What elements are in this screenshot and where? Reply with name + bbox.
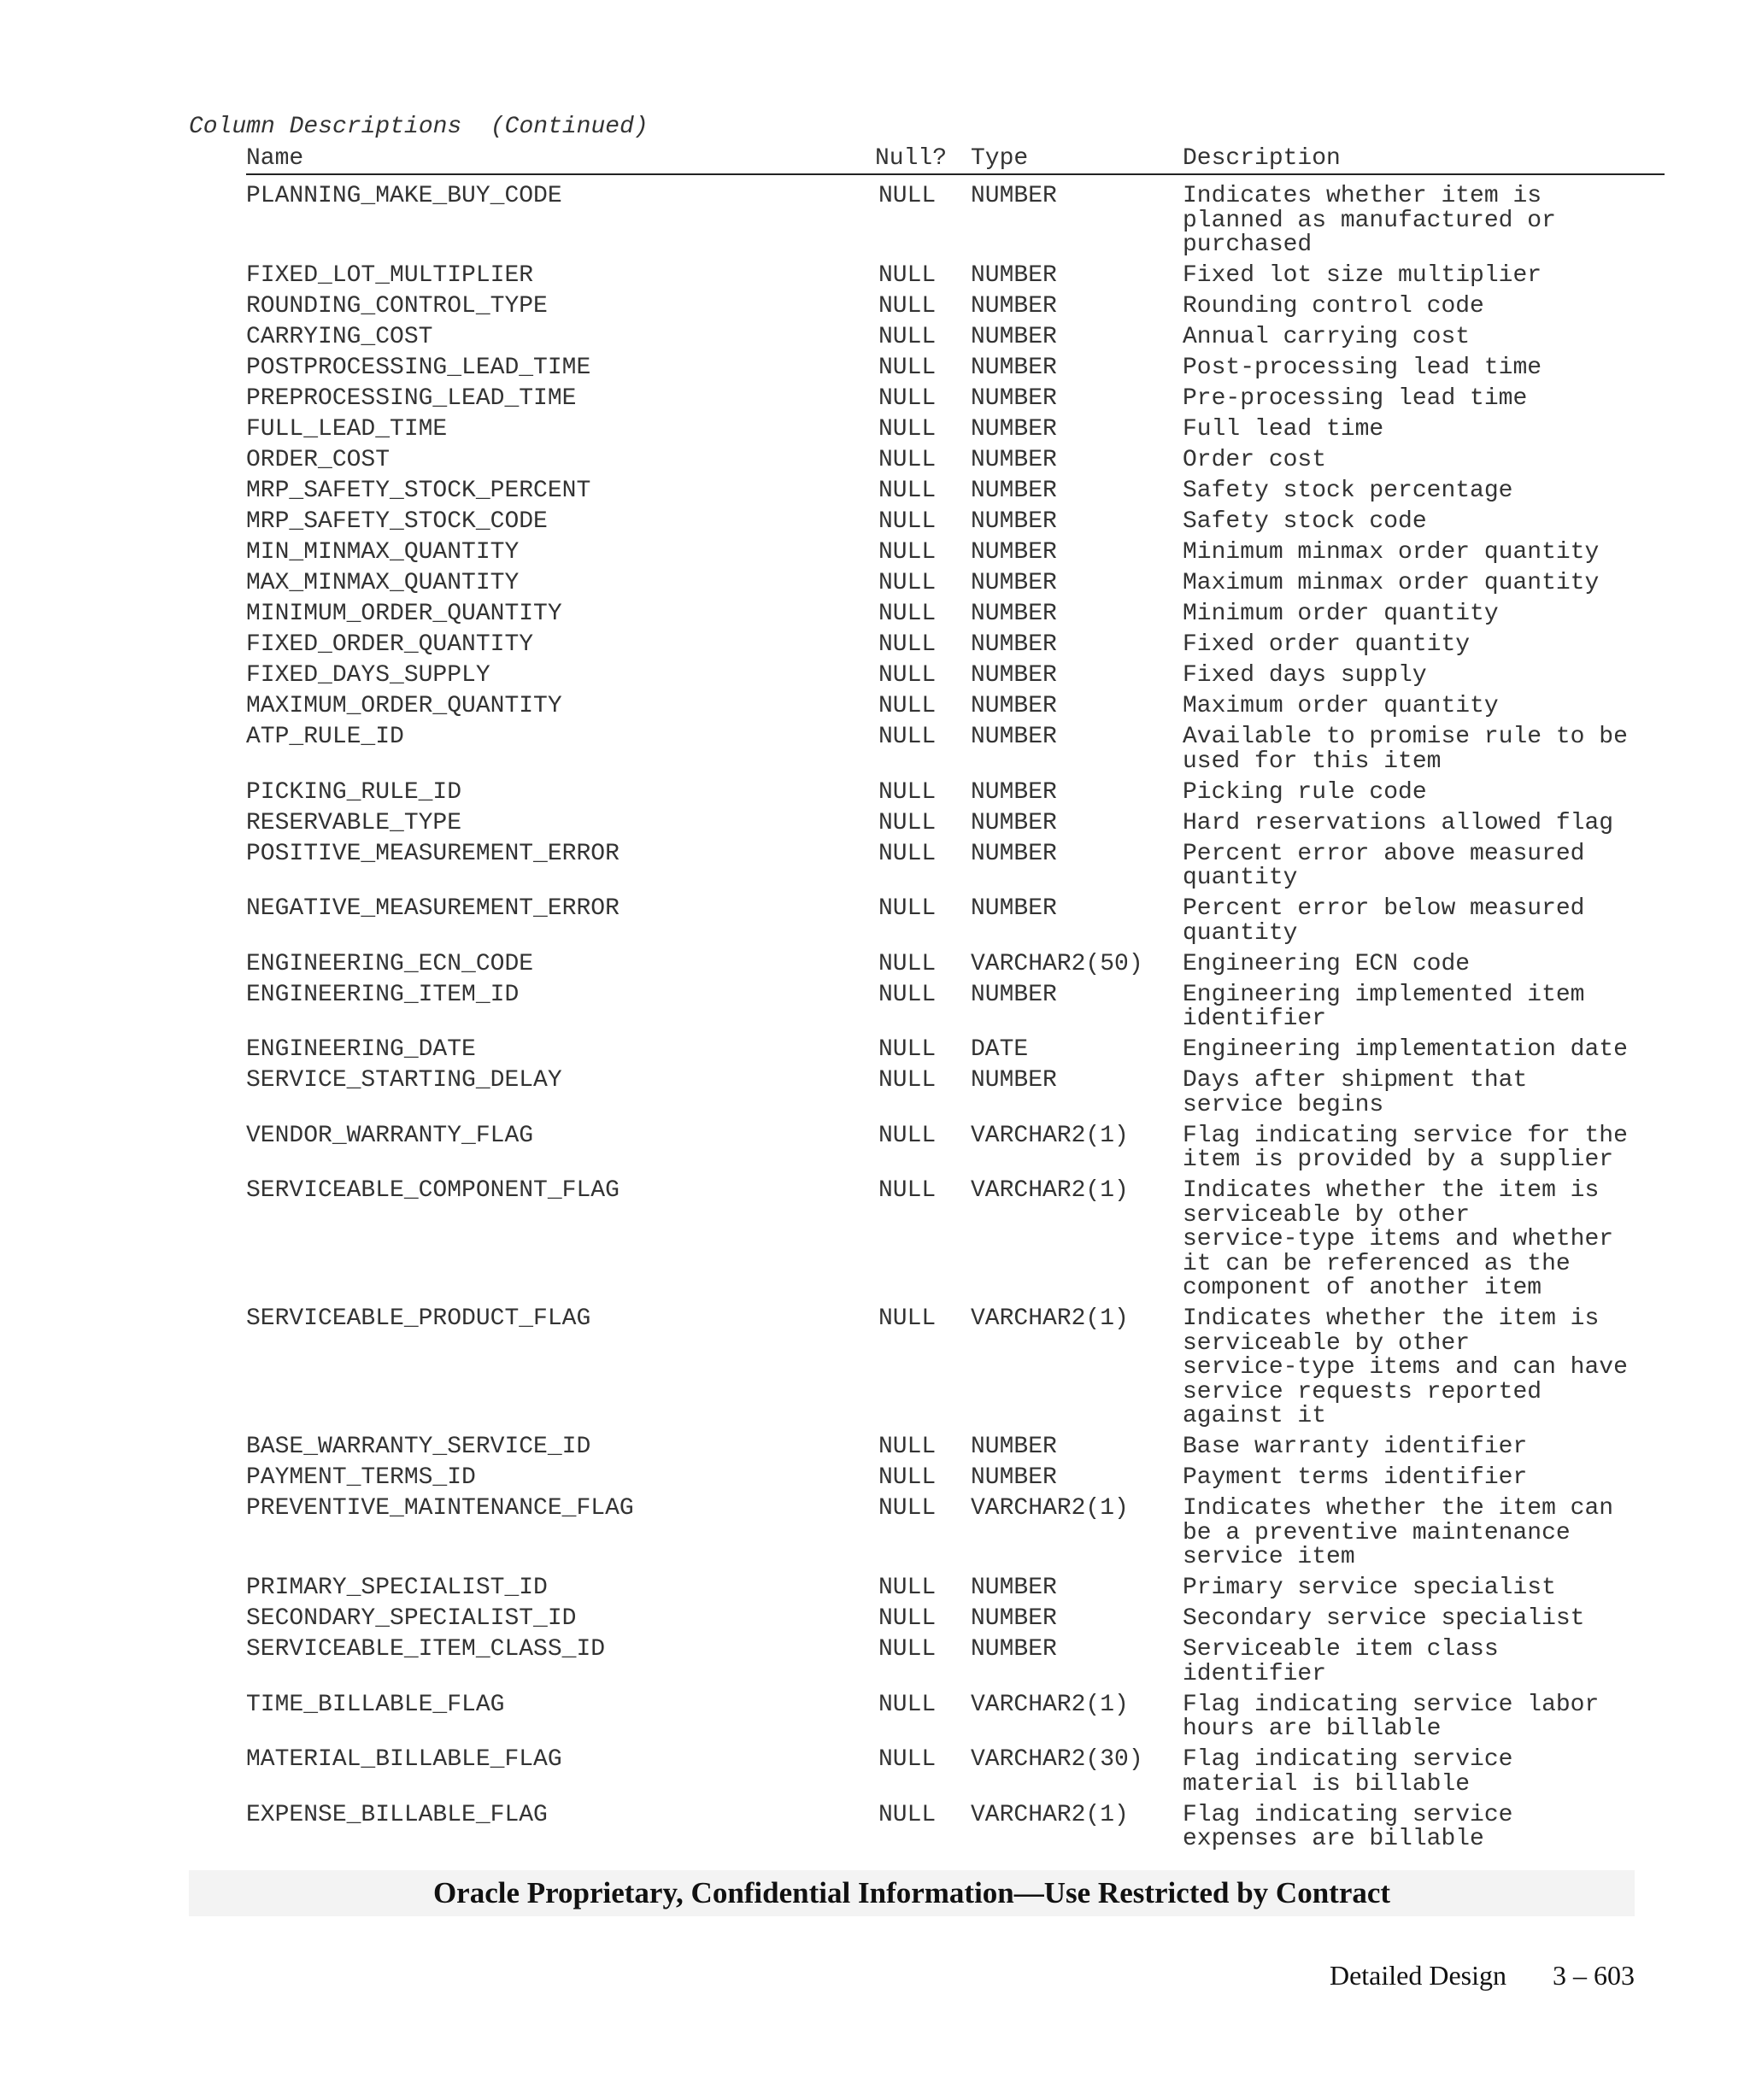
table-row (246, 1038, 1665, 1063)
description-cell: Full lead time (1183, 416, 1384, 443)
description-cell: Flag indicating service for the item is provided by a supplier (1183, 1122, 1628, 1173)
data-type-cell: DATE (971, 1036, 1029, 1063)
column-name-cell: MRP_SAFETY_STOCK_CODE (246, 508, 548, 535)
nullability-cell: NULL (878, 324, 937, 350)
nullability-cell: NULL (878, 447, 937, 473)
nullability-cell: NULL (878, 809, 937, 836)
description-cell: Minimum order quantity (1183, 601, 1499, 627)
column-name-cell: SERVICEABLE_ITEM_CLASS_ID (246, 1636, 606, 1663)
data-type-cell: NUMBER (971, 1464, 1057, 1491)
nullability-cell: NULL (878, 355, 937, 381)
column-name-cell: VENDOR_WARRANTY_FLAG (246, 1122, 534, 1149)
data-type-cell: NUMBER (971, 895, 1057, 922)
table-row (246, 264, 1665, 289)
data-type-cell: NUMBER (971, 570, 1057, 596)
data-type-cell: NUMBER (971, 293, 1057, 320)
nullability-cell: NULL (878, 1305, 937, 1332)
column-name-cell: PREVENTIVE_MAINTENANCE_FLAG (246, 1495, 634, 1522)
data-type-cell: NUMBER (971, 447, 1057, 473)
data-type-cell: NUMBER (971, 183, 1057, 209)
description-cell: Base warranty identifier (1183, 1434, 1528, 1460)
nullability-cell: NULL (878, 183, 937, 209)
description-cell: Minimum minmax order quantity (1183, 539, 1600, 566)
nullability-cell: NULL (878, 1495, 937, 1522)
column-name-cell: PAYMENT_TERMS_ID (246, 1464, 476, 1491)
nullability-cell: NULL (878, 385, 937, 412)
table-row (246, 326, 1665, 350)
column-name-cell: ATP_RULE_ID (246, 724, 404, 750)
column-name-cell: FIXED_ORDER_QUANTITY (246, 631, 534, 658)
table-row (246, 1638, 1665, 1686)
data-type-cell: NUMBER (971, 1605, 1057, 1632)
nullability-cell: NULL (878, 724, 937, 750)
data-type-cell: NUMBER (971, 539, 1057, 566)
description-cell: Order cost (1183, 447, 1327, 473)
nullability-cell: NULL (878, 601, 937, 627)
nullability-cell: NULL (878, 262, 937, 289)
table-row (246, 664, 1665, 689)
nullability-cell: NULL (878, 950, 937, 977)
nullability-cell: NULL (878, 1636, 937, 1663)
description-cell: Payment terms identifier (1183, 1464, 1528, 1491)
table-row (246, 778, 1665, 806)
column-name-cell: PRIMARY_SPECIALIST_ID (246, 1575, 548, 1601)
section-caption: Column Descriptions (Continued) (189, 114, 649, 140)
table-row (246, 449, 1665, 473)
data-type-cell: NUMBER (971, 355, 1057, 381)
data-type-cell: VARCHAR2(1) (971, 1495, 1129, 1522)
page-number: 3 – 603 (1553, 1960, 1635, 1991)
column-name-cell: MRP_SAFETY_STOCK_PERCENT (246, 478, 591, 504)
nullability-cell: NULL (878, 570, 937, 596)
nullability-cell: NULL (878, 478, 937, 504)
table-header (246, 146, 1665, 175)
column-name-cell: ENGINEERING_DATE (246, 1036, 476, 1063)
column-name-cell: ENGINEERING_ITEM_ID (246, 981, 520, 1008)
data-type-cell: VARCHAR2(50) (971, 950, 1143, 977)
description-cell: Fixed days supply (1183, 662, 1427, 689)
description-cell: Days after shipment that service begins (1183, 1067, 1528, 1118)
table-row (246, 1693, 1665, 1742)
column-name-cell: MAXIMUM_ORDER_QUANTITY (246, 693, 562, 719)
column-name-cell: FIXED_DAYS_SUPPLY (246, 662, 490, 689)
header-name: Name (246, 145, 304, 172)
data-type-cell: NUMBER (971, 1575, 1057, 1601)
column-name-cell: ROUNDING_CONTROL_TYPE (246, 293, 548, 320)
data-type-cell: NUMBER (971, 385, 1057, 412)
nullability-cell: NULL (878, 1434, 937, 1460)
nullability-cell: NULL (878, 662, 937, 689)
data-type-cell: NUMBER (971, 262, 1057, 289)
description-cell: Secondary service specialist (1183, 1605, 1585, 1632)
description-cell: Fixed lot size multiplier (1183, 262, 1542, 289)
nullability-cell: NULL (878, 1464, 937, 1491)
table-row (246, 842, 1665, 891)
description-cell: Engineering implemented item identifier (1183, 981, 1585, 1032)
table-row (246, 1307, 1665, 1429)
column-name-cell: MIN_MINMAX_QUANTITY (246, 539, 520, 566)
data-type-cell: NUMBER (971, 778, 1057, 806)
nullability-cell: NULL (878, 840, 937, 867)
table-row (246, 1124, 1665, 1173)
table-row (246, 1179, 1665, 1301)
nullability-cell: NULL (878, 1177, 937, 1204)
description-cell: Indicates whether the item can be a preventive maintenance service item (1183, 1495, 1614, 1570)
table-row (246, 1748, 1665, 1797)
column-name-cell: SERVICEABLE_PRODUCT_FLAG (246, 1305, 591, 1332)
table-row (246, 356, 1665, 381)
description-cell: Fixed order quantity (1183, 631, 1471, 658)
table-row (246, 185, 1665, 258)
nullability-cell: NULL (878, 693, 937, 719)
table-row (246, 1466, 1665, 1491)
table-row (246, 950, 1665, 977)
table-row (246, 541, 1665, 566)
data-type-cell: NUMBER (971, 840, 1057, 867)
description-cell: Flag indicating service material is billable (1183, 1746, 1513, 1798)
data-type-cell: NUMBER (971, 601, 1057, 627)
nullability-cell: NULL (878, 1067, 937, 1094)
nullability-cell: NULL (878, 539, 937, 566)
data-type-cell: VARCHAR2(30) (971, 1746, 1143, 1773)
data-type-cell: VARCHAR2(1) (971, 1691, 1129, 1718)
column-name-cell: MATERIAL_BILLABLE_FLAG (246, 1746, 562, 1773)
column-name-cell: MINIMUM_ORDER_QUANTITY (246, 601, 562, 627)
table-row (246, 725, 1665, 774)
column-name-cell: SECONDARY_SPECIALIST_ID (246, 1605, 577, 1632)
column-name-cell: NEGATIVE_MEASUREMENT_ERROR (246, 895, 620, 922)
data-type-cell: NUMBER (971, 508, 1057, 535)
description-cell: Post-processing lead time (1183, 355, 1542, 381)
description-cell: Safety stock percentage (1183, 478, 1513, 504)
nullability-cell: NULL (878, 981, 937, 1008)
column-name-cell: MAX_MINMAX_QUANTITY (246, 570, 520, 596)
column-name-cell: PREPROCESSING_LEAD_TIME (246, 385, 577, 412)
column-name-cell: BASE_WARRANTY_SERVICE_ID (246, 1434, 591, 1460)
data-type-cell: NUMBER (971, 1434, 1057, 1460)
column-name-cell: SERVICE_STARTING_DELAY (246, 1067, 562, 1094)
table-row (246, 479, 1665, 504)
description-cell: Engineering implementation date (1183, 1036, 1628, 1063)
description-cell: Indicates whether the item is serviceable by other service-type items and whether it can be referenced as the component of another item (1183, 1177, 1614, 1301)
table-row (246, 1069, 1665, 1117)
data-type-cell: NUMBER (971, 981, 1057, 1008)
nullability-cell: NULL (878, 1575, 937, 1601)
table-row (246, 897, 1665, 946)
nullability-cell: NULL (878, 1036, 937, 1063)
table-row (246, 602, 1665, 627)
description-cell: Engineering ECN code (1183, 950, 1471, 977)
description-cell: Picking rule code (1183, 778, 1427, 806)
page-footer (1330, 1960, 1635, 1991)
data-type-cell: VARCHAR2(1) (971, 1122, 1129, 1149)
description-cell: Hard reservations allowed flag (1183, 809, 1614, 836)
data-type-cell: NUMBER (971, 478, 1057, 504)
header-type: Type (971, 145, 1029, 172)
column-name-cell: PLANNING_MAKE_BUY_CODE (246, 183, 562, 209)
data-type-cell: NUMBER (971, 724, 1057, 750)
data-type-cell: NUMBER (971, 631, 1057, 658)
table-row (246, 1497, 1665, 1570)
data-type-cell: NUMBER (971, 1636, 1057, 1663)
column-name-cell: POSTPROCESSING_LEAD_TIME (246, 355, 591, 381)
data-type-cell: NUMBER (971, 693, 1057, 719)
column-name-cell: EXPENSE_BILLABLE_FLAG (246, 1801, 548, 1828)
description-cell: Percent error below measured quantity (1183, 895, 1585, 947)
table-row (246, 1435, 1665, 1460)
data-type-cell: VARCHAR2(1) (971, 1177, 1129, 1204)
table-row (246, 633, 1665, 658)
data-type-cell: NUMBER (971, 324, 1057, 350)
nullability-cell: NULL (878, 778, 937, 806)
data-type-cell: NUMBER (971, 662, 1057, 689)
nullability-cell: NULL (878, 1801, 937, 1828)
table-row (246, 809, 1665, 836)
nullability-cell: NULL (878, 1746, 937, 1773)
description-cell: Maximum order quantity (1183, 693, 1499, 719)
description-cell: Available to promise rule to be used for this item (1183, 724, 1628, 775)
description-cell: Maximum minmax order quantity (1183, 570, 1600, 596)
nullability-cell: NULL (878, 1605, 937, 1632)
column-name-cell: CARRYING_COST (246, 324, 433, 350)
column-name-cell: FIXED_LOT_MULTIPLIER (246, 262, 534, 289)
column-name-cell: RESERVABLE_TYPE (246, 809, 462, 836)
header-null: Null? (875, 145, 948, 172)
table-row (246, 695, 1665, 719)
chapter-title: Detailed Design (1329, 1960, 1506, 1991)
description-cell: Primary service specialist (1183, 1575, 1556, 1601)
nullability-cell: NULL (878, 1691, 937, 1718)
data-type-cell: NUMBER (971, 416, 1057, 443)
description-cell: Safety stock code (1183, 508, 1427, 535)
data-type-cell: VARCHAR2(1) (971, 1801, 1129, 1828)
nullability-cell: NULL (878, 293, 937, 320)
column-name-cell: FULL_LEAD_TIME (246, 416, 448, 443)
description-cell: Flag indicating service labor hours are billable (1183, 1691, 1600, 1742)
description-cell: Pre-processing lead time (1183, 385, 1528, 412)
nullability-cell: NULL (878, 631, 937, 658)
table-row (246, 983, 1665, 1032)
column-name-cell: ORDER_COST (246, 447, 391, 473)
description-cell: Annual carrying cost (1183, 324, 1471, 350)
table-row (246, 1607, 1665, 1632)
table-row (246, 1576, 1665, 1601)
data-type-cell: NUMBER (971, 1067, 1057, 1094)
nullability-cell: NULL (878, 416, 937, 443)
table-row (246, 510, 1665, 535)
data-type-cell: VARCHAR2(1) (971, 1305, 1129, 1332)
table-row (246, 572, 1665, 596)
table-row (246, 1801, 1665, 1852)
column-name-cell: SERVICEABLE_COMPONENT_FLAG (246, 1177, 620, 1204)
column-name-cell: ENGINEERING_ECN_CODE (246, 950, 534, 977)
nullability-cell: NULL (878, 508, 937, 535)
description-cell: Indicates whether the item is serviceable by other service-type items and can have service requests reported against it (1183, 1305, 1628, 1429)
column-description-table (246, 185, 1665, 1858)
confidentiality-banner: Oracle Proprietary, Confidential Information––Use Restricted by Contract (189, 1870, 1635, 1916)
column-name-cell: PICKING_RULE_ID (246, 778, 462, 806)
table-row (246, 387, 1665, 412)
description-cell: Rounding control code (1183, 293, 1484, 320)
column-name-cell: POSITIVE_MEASUREMENT_ERROR (246, 840, 620, 867)
nullability-cell: NULL (878, 895, 937, 922)
table-row (246, 295, 1665, 320)
header-description: Description (1183, 145, 1341, 172)
data-type-cell: NUMBER (971, 809, 1057, 836)
table-row (246, 418, 1665, 443)
description-cell: Indicates whether item is planned as manufactured or purchased (1183, 183, 1556, 258)
column-name-cell: TIME_BILLABLE_FLAG (246, 1691, 505, 1718)
description-cell: Serviceable item class identifier (1183, 1636, 1499, 1687)
nullability-cell: NULL (878, 1122, 937, 1149)
description-cell: Percent error above measured quantity (1183, 840, 1585, 891)
description-cell: Flag indicating service expenses are billable (1183, 1801, 1513, 1852)
